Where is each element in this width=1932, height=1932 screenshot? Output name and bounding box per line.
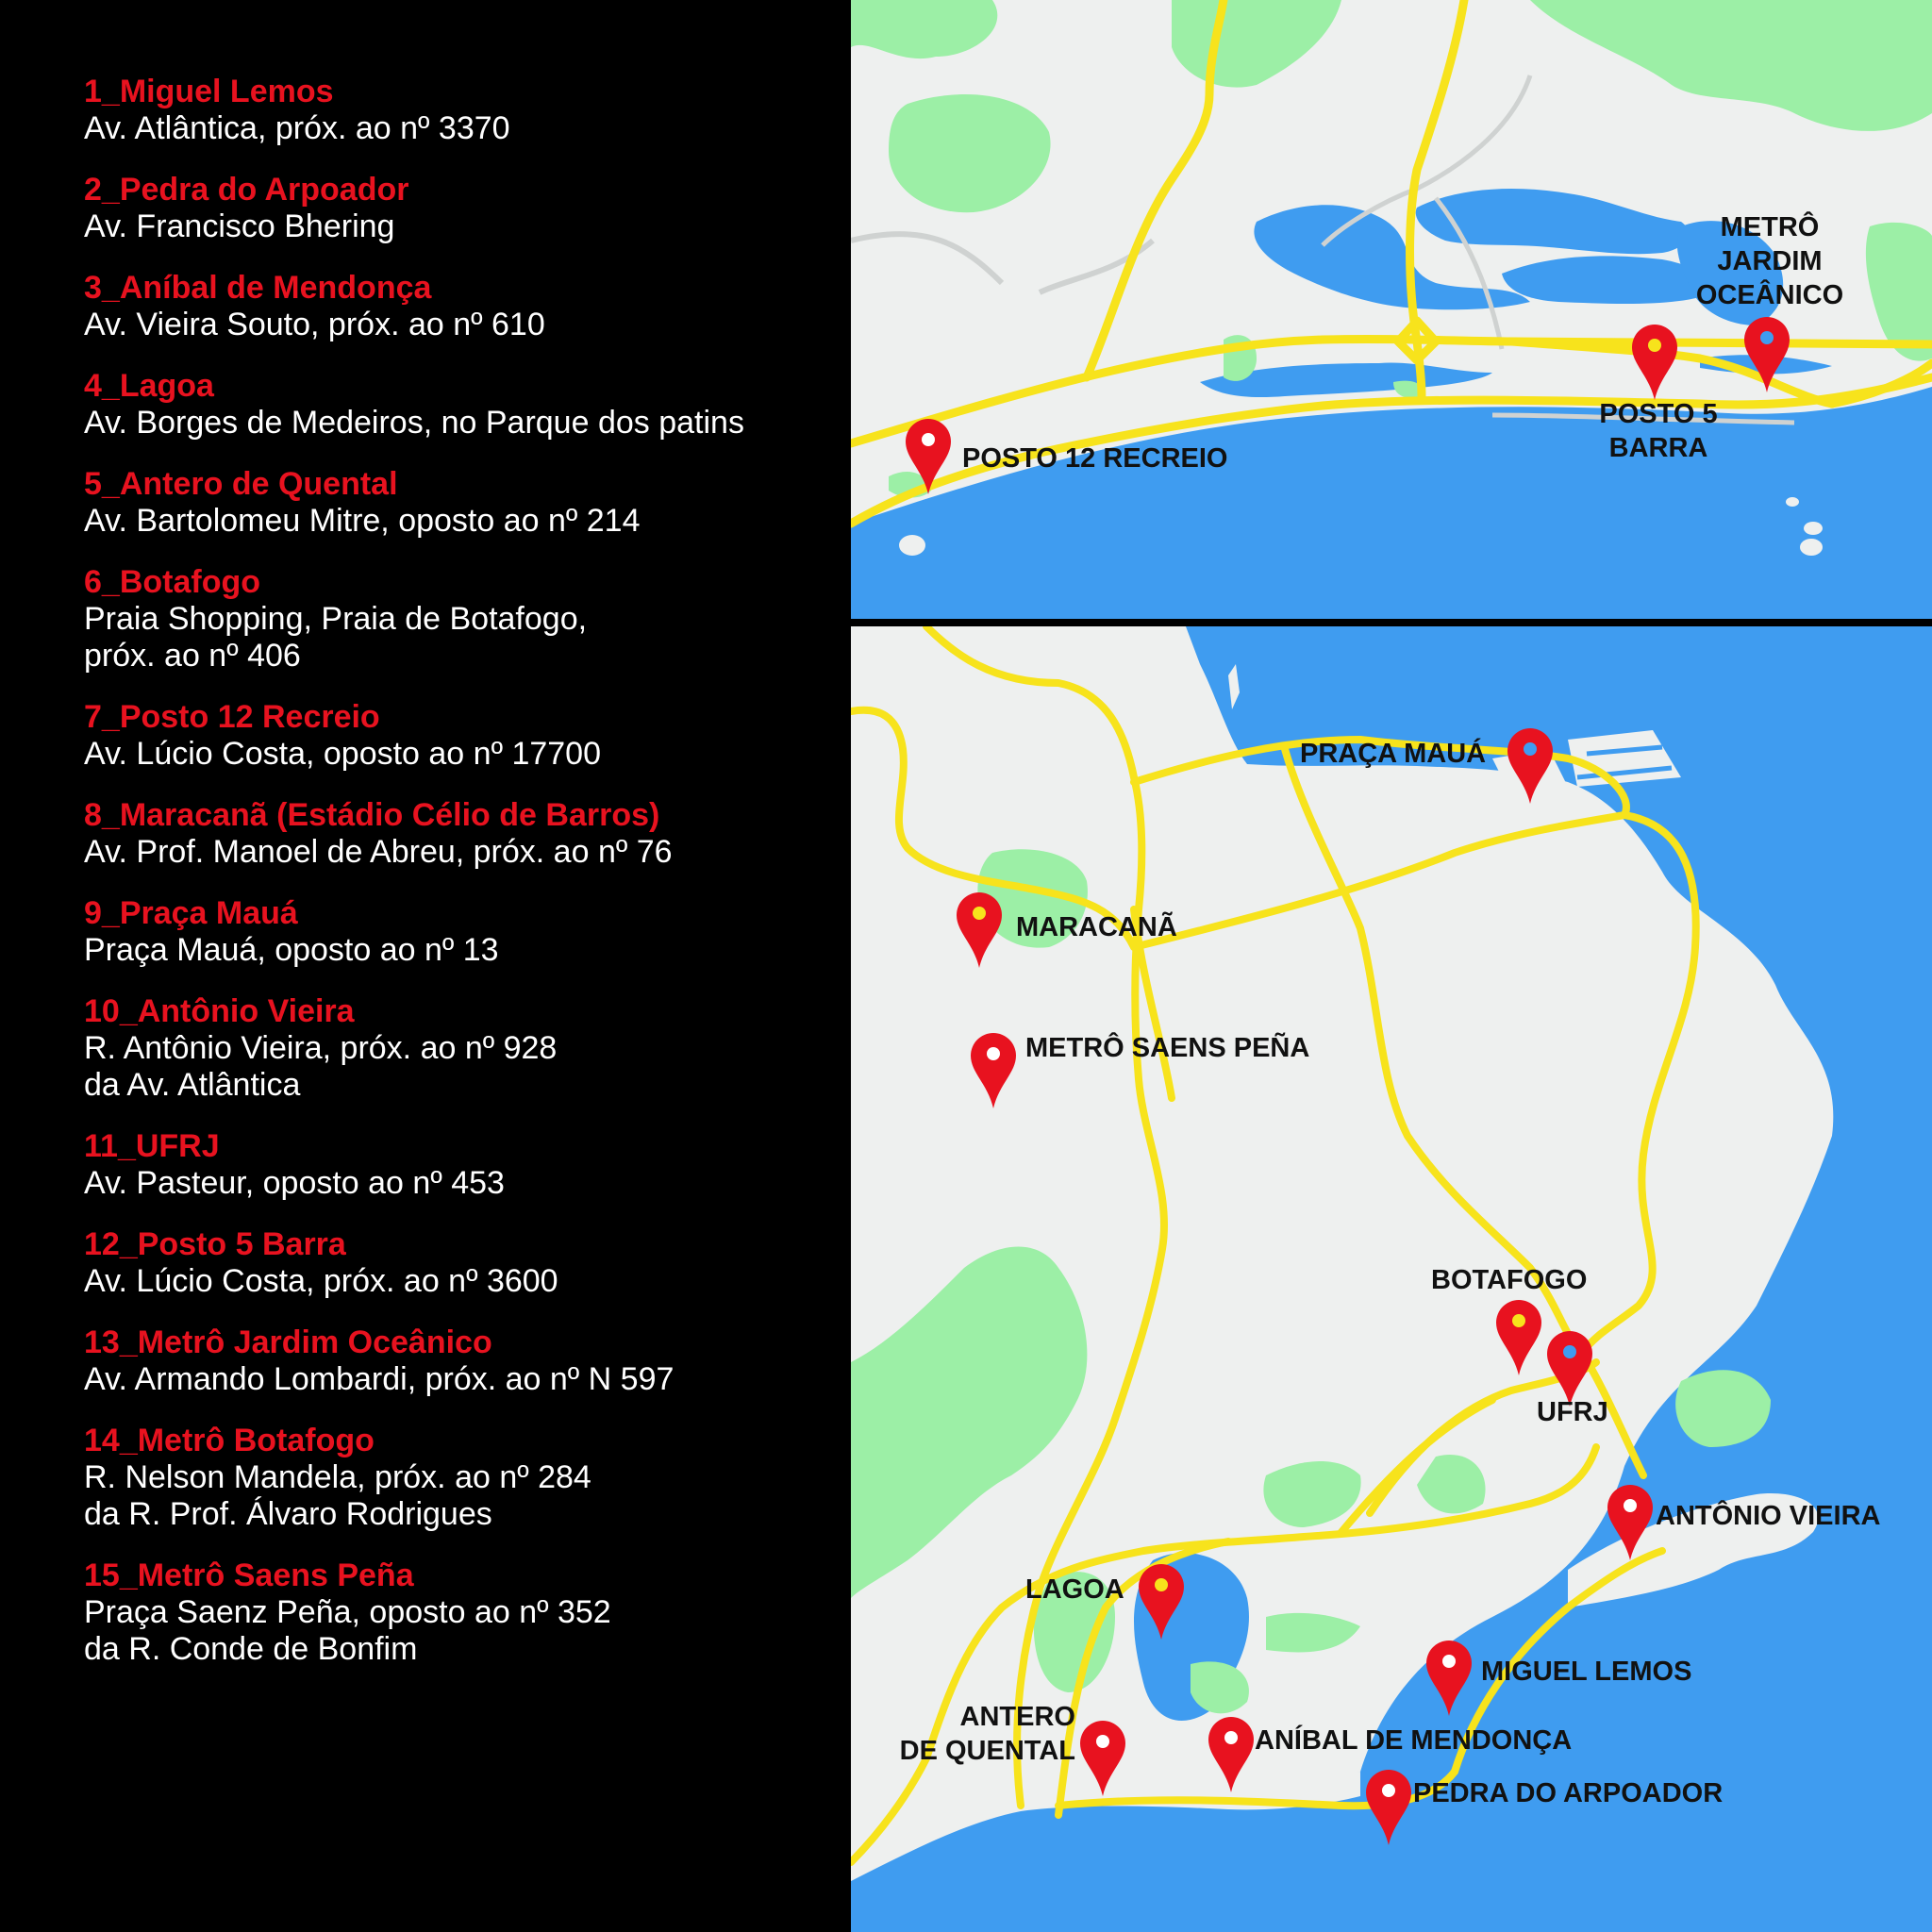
label-posto5-line2: BARRA (1608, 433, 1708, 463)
location-title: 13_Metrô Jardim Oceânico (84, 1324, 492, 1360)
location-title: 1_Miguel Lemos (84, 74, 334, 109)
label-antonio-vieira: ANTÔNIO VIEIRA (1656, 1501, 1881, 1531)
label-jardim-line2: JARDIM (1717, 246, 1823, 276)
location-item (84, 74, 839, 147)
location-address: Av. Armando Lombardi, próx. ao nº N 597 (84, 1361, 675, 1397)
location-title: 2_Pedra do Arpoador (84, 172, 409, 208)
location-item (84, 466, 839, 540)
location-item (84, 172, 839, 245)
location-item (84, 564, 839, 675)
map-barra-recreio-graphic (851, 0, 1932, 619)
map-centro-zona-sul-graphic (851, 626, 1932, 1932)
location-address: Av. Lúcio Costa, próx. ao nº 3600 (84, 1263, 558, 1299)
location-title: 3_Aníbal de Mendonça (84, 270, 432, 306)
location-title: 9_Praça Mauá (84, 895, 298, 931)
label-jardim-line3: OCEÂNICO (1695, 280, 1844, 310)
label-anibal: ANÍBAL DE MENDONÇA (1255, 1725, 1573, 1756)
location-address: Av. Lúcio Costa, oposto ao nº 17700 (84, 736, 601, 772)
location-address: Praça Mauá, oposto ao nº 13 (84, 932, 499, 968)
location-item (84, 993, 839, 1104)
location-address: Av. Pasteur, oposto ao nº 453 (84, 1165, 505, 1201)
location-item (84, 1324, 839, 1398)
location-list-panel (0, 0, 851, 1932)
label-arpoador: PEDRA DO ARPOADOR (1413, 1778, 1724, 1808)
label-maracana: MARACANÃ (1016, 912, 1177, 942)
location-title: 6_Botafogo (84, 564, 260, 600)
location-list (84, 74, 839, 1692)
location-title: 12_Posto 5 Barra (84, 1226, 346, 1262)
location-address: Av. Bartolomeu Mitre, oposto ao nº 214 (84, 503, 641, 539)
label-posto12: POSTO 12 RECREIO (962, 443, 1228, 474)
label-antero-line1: ANTERO (959, 1702, 1075, 1732)
location-item (84, 1557, 839, 1668)
label-miguel-lemos: MIGUEL LEMOS (1481, 1657, 1692, 1687)
label-ufrj: UFRJ (1537, 1397, 1608, 1427)
location-address: Av. Borges de Medeiros, no Parque dos patins (84, 405, 744, 441)
location-item (84, 797, 839, 871)
location-title: 7_Posto 12 Recreio (84, 699, 380, 735)
location-address: Praia Shopping, Praia de Botafogo, próx. ao nº 406 (84, 601, 588, 674)
label-lagoa: LAGOA (1025, 1574, 1124, 1605)
location-title: 14_Metrô Botafogo (84, 1423, 375, 1458)
location-title: 5_Antero de Quental (84, 466, 398, 502)
location-item (84, 270, 839, 343)
label-antero-line2: DE QUENTAL (899, 1736, 1075, 1766)
location-address: R. Antônio Vieira, próx. ao nº 928 da Av. Atlântica (84, 1030, 558, 1103)
map-centro-zona-sul[interactable] (851, 626, 1932, 1932)
label-botafogo: BOTAFOGO (1431, 1265, 1588, 1295)
location-item (84, 1423, 839, 1533)
map-divider (851, 619, 1932, 626)
location-address: Praça Saenz Peña, oposto ao nº 352 da R. Conde de Bonfim (84, 1594, 611, 1667)
location-title: 11_UFRJ (84, 1128, 220, 1164)
location-address: Av. Vieira Souto, próx. ao nº 610 (84, 307, 545, 342)
label-posto5-line1: POSTO 5 (1599, 399, 1718, 429)
location-address: Av. Prof. Manoel de Abreu, próx. ao nº 76 (84, 834, 673, 870)
location-title: 15_Metrô Saens Peña (84, 1557, 414, 1593)
location-address: Av. Atlântica, próx. ao nº 3370 (84, 110, 510, 146)
label-saens-pena: METRÔ SAENS PEÑA (1025, 1033, 1310, 1063)
location-address: Av. Francisco Bhering (84, 208, 395, 244)
location-item (84, 1226, 839, 1300)
label-praca-maua: PRAÇA MAUÁ (1300, 739, 1487, 769)
location-item (84, 368, 839, 441)
map-barra-recreio[interactable] (851, 0, 1932, 619)
location-item (84, 895, 839, 969)
location-address: R. Nelson Mandela, próx. ao nº 284 da R. Prof. Álvaro Rodrigues (84, 1459, 591, 1532)
location-item (84, 699, 839, 773)
location-item (84, 1128, 839, 1202)
location-title: 4_Lagoa (84, 368, 214, 404)
location-title: 8_Maracanã (Estádio Célio de Barros) (84, 797, 660, 833)
label-jardim-line1: METRÔ (1720, 212, 1820, 242)
location-title: 10_Antônio Vieira (84, 993, 355, 1029)
